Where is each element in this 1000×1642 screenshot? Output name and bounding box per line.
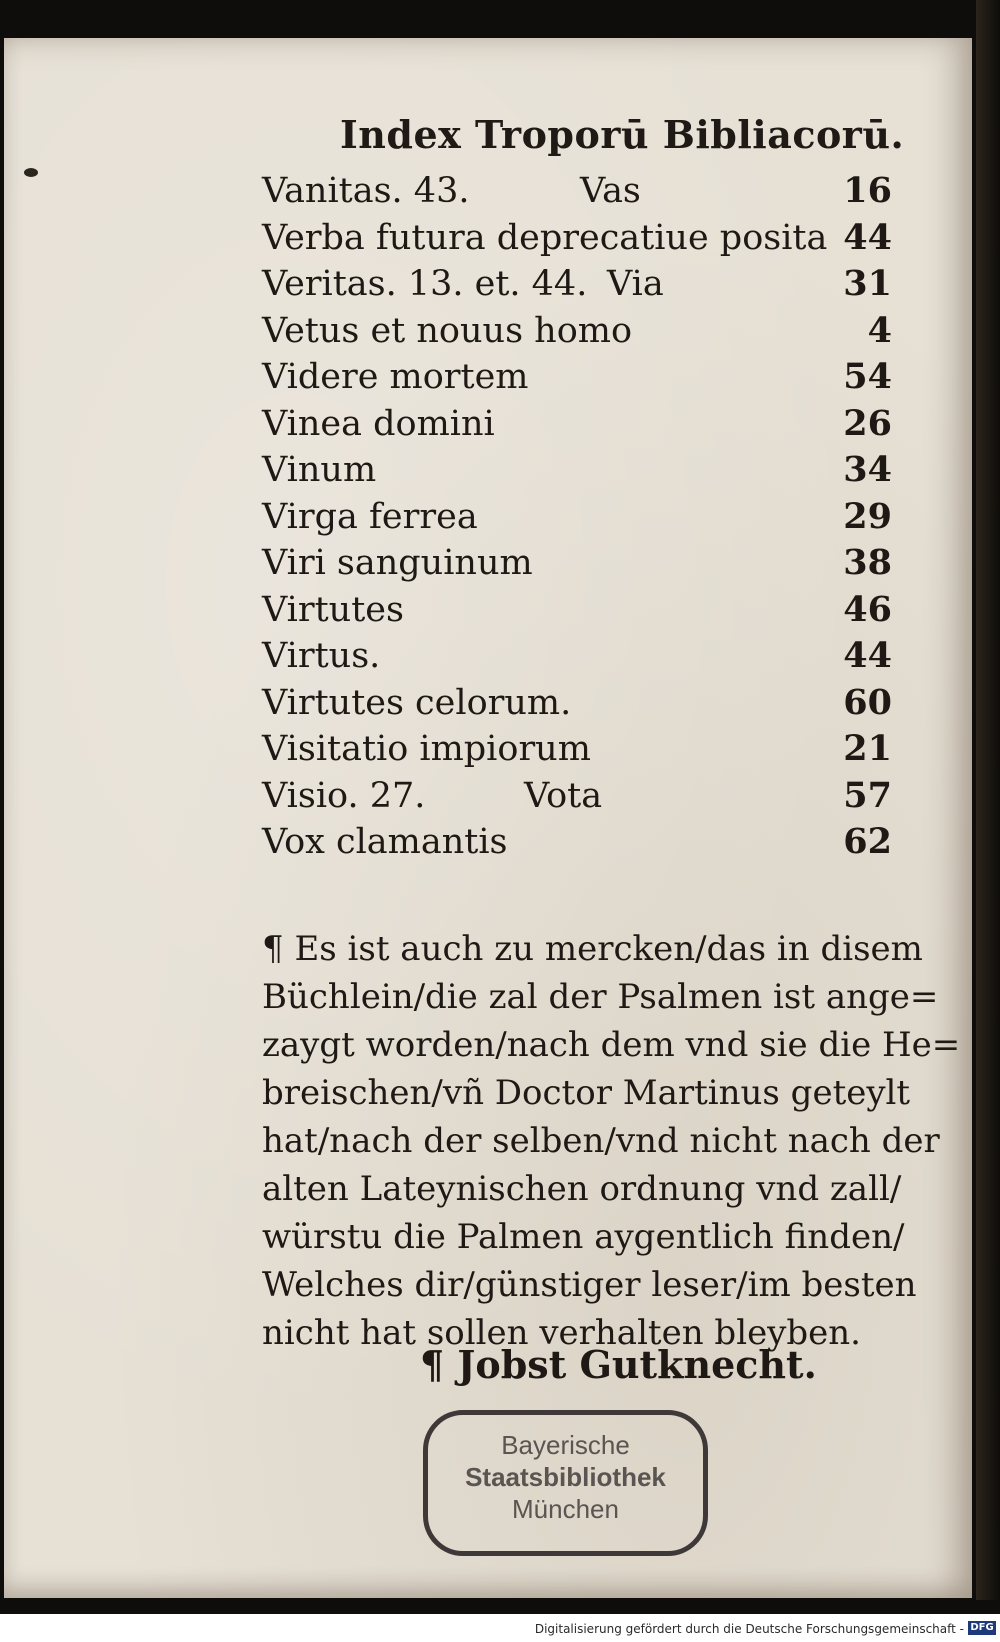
index-row — [262, 540, 922, 587]
index-page-number: 54 — [843, 356, 892, 397]
index-row — [262, 726, 922, 773]
index-term: Virga ferrea — [262, 496, 478, 537]
index-term: Vetus et nouus homo — [262, 310, 633, 351]
index-row — [262, 215, 922, 262]
index-term: Vinea domini — [262, 403, 495, 444]
book-spine-edge — [976, 0, 1000, 1600]
index-term: Viri sanguinum — [262, 543, 533, 583]
index-term: Vanitas. 43. — [262, 171, 470, 211]
index-row — [262, 587, 922, 634]
index-term: Visitatio impiorum — [262, 729, 591, 769]
printer-signature: ¶ Jobst Gutknecht. — [420, 1342, 817, 1387]
index-row — [262, 354, 922, 401]
index-term: Visio. 27. — [262, 775, 426, 816]
index-term: Videre mortem — [262, 357, 529, 397]
index-page-number: 26 — [843, 402, 892, 444]
note-line: Büchlein/die zal der Psalmen ist ange= — [262, 977, 939, 1017]
index-term: Vinum — [262, 450, 377, 490]
index-page-number: 31 — [843, 263, 892, 304]
index-term-secondary: Via — [607, 264, 664, 304]
note-line: nicht hat sollen verhalten bleyben. — [262, 1313, 861, 1353]
index-term: Verba futura deprecatiue posita — [262, 217, 828, 258]
index-row — [262, 308, 922, 355]
index-row — [262, 819, 922, 866]
stamp-line: Bayerische — [501, 1430, 630, 1460]
index-page-number: 60 — [843, 681, 892, 723]
index-row — [262, 494, 922, 541]
index-page-number: 16 — [843, 170, 892, 211]
index-term: Veritas. 13. et. 44. — [262, 264, 588, 304]
index-row — [262, 261, 922, 308]
index-term: Virtutes — [262, 589, 404, 630]
digitization-footer — [0, 1614, 1000, 1642]
printer-note — [262, 925, 961, 1357]
stamp-line: München — [512, 1494, 619, 1524]
index-page-number: 57 — [843, 774, 892, 816]
index-page-number: 21 — [843, 728, 892, 769]
index-entries — [262, 168, 922, 866]
library-stamp — [423, 1410, 708, 1556]
index-row — [262, 633, 922, 680]
stamp-line: Staatsbibliothek — [465, 1462, 666, 1492]
index-term-secondary: Vota — [524, 775, 603, 816]
index-page-number: 38 — [843, 542, 892, 583]
note-line: Welches dir/günstiger leser/im besten — [262, 1265, 917, 1305]
index-page-number: 44 — [843, 216, 892, 258]
index-term-secondary: Vas — [580, 171, 641, 211]
index-row — [262, 447, 922, 494]
footer-credit: Digitalisierung gefördert durch die Deutsche Forschungsgemeinschaft - — [534, 1622, 964, 1636]
index-row — [262, 401, 922, 448]
note-line: würstu die Palmen aygentlich finden/ — [262, 1217, 905, 1257]
dfg-logo-icon: DFG — [968, 1621, 996, 1635]
index-page-number: 4 — [867, 309, 892, 351]
index-page-number: 44 — [843, 635, 892, 676]
index-page-number: 62 — [843, 821, 892, 862]
index-page-number: 29 — [843, 495, 892, 537]
index-term: Virtutes celorum. — [262, 682, 572, 723]
note-line: breischen/vñ Doctor Martinus geteylt — [262, 1073, 911, 1113]
page-header: Index Troporū Bibliacorū. — [340, 112, 905, 157]
index-row — [262, 680, 922, 727]
note-line: ¶ Es ist auch zu mercken/das in disem — [262, 929, 923, 969]
index-row — [262, 773, 922, 820]
index-row — [262, 168, 922, 215]
index-term: Vox clamantis — [262, 822, 508, 862]
note-line: hat/nach der selben/vnd nicht nach der — [262, 1121, 940, 1161]
index-page-number: 46 — [843, 588, 892, 630]
index-term: Virtus. — [262, 636, 381, 676]
note-line: alten Lateynischen ordnung vnd zall/ — [262, 1169, 902, 1209]
ink-mark — [24, 168, 38, 177]
note-line: zaygt worden/nach dem vnd sie die He= — [262, 1025, 961, 1065]
index-page-number: 34 — [843, 449, 892, 490]
